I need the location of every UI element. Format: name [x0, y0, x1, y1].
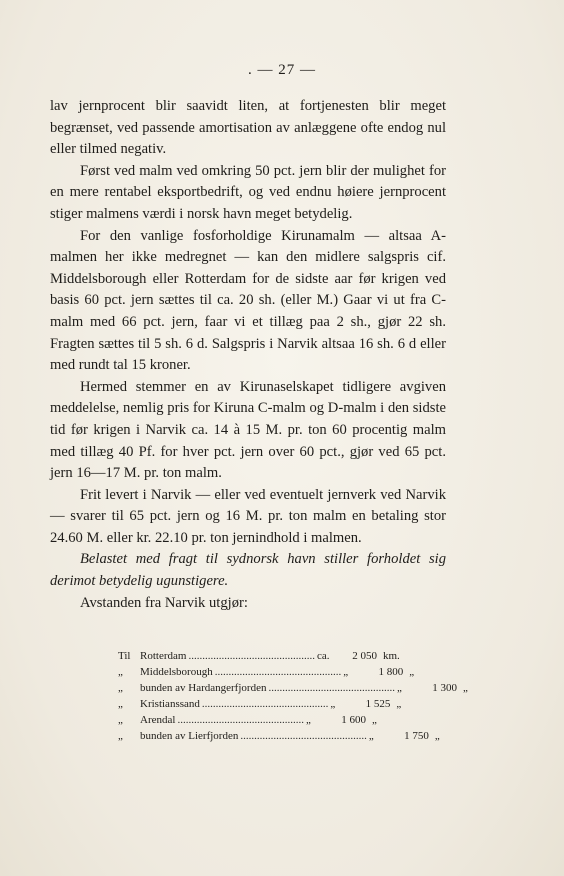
leader-dots: ..............................................	[177, 714, 304, 726]
row-prefix: „	[118, 730, 123, 742]
row-prefix: „	[118, 682, 123, 694]
distance-unit: „	[462, 682, 468, 694]
destination: bunden av Lierfjorden	[140, 730, 239, 742]
paragraph: lav jernprocent blir saavidt liten, at fortjenesten blir meget begrænset, ved passende amortisation av anlæggene ofte endog nul eller tilmed negativ.	[50, 98, 446, 158]
approx-mark: „	[330, 698, 336, 710]
row-prefix: „	[118, 698, 123, 710]
distance-row	[118, 680, 468, 696]
approx-mark: „	[396, 682, 402, 694]
page-number: . — 27 —	[248, 62, 316, 78]
approx-mark: „	[305, 714, 311, 726]
italic-paragraph: Belastet med fragt til sydnorsk havn stiller forholdet sig derimot betydelig ugunstigere.	[50, 551, 446, 590]
paragraph: Avstanden fra Narvik utgjør:	[80, 594, 248, 611]
paragraph: Hermed stemmer en av Kirunaselskapet tidligere avgiven meddelelse, nemlig pris for Kiruna C-malm og D-malm i den sidste tid før krigen i Narvik ca. 14 à 15 M. pr. ton 60 procentig malm med tillæg 40 Pf. for hver pct. jern over 60 pct., gjør ved 65 pct. jern 16—17 M. pr. ton malm.	[50, 378, 446, 482]
approx-mark: ca.	[316, 650, 330, 662]
destination: bunden av Hardangerfjorden	[140, 682, 267, 694]
destination: Middelsborough	[140, 666, 213, 678]
distance-unit: „	[371, 714, 377, 726]
row-prefix: „	[118, 666, 123, 678]
distance-value: 1 600	[341, 714, 366, 726]
distance-table	[118, 648, 468, 744]
paragraph: Frit levert i Narvik — eller ved eventuelt jernverk ved Narvik — svarer til 65 pct. jern og 16 M. pr. ton malm en betaling stor 24.60 M. eller kr. 22.10 pr. ton jernindhold i malmen.	[50, 486, 446, 546]
destination: Arendal	[140, 714, 176, 726]
leader-dots: ..............................................	[188, 650, 315, 662]
distance-value: 1 300	[432, 682, 457, 694]
distance-value: 1 525	[365, 698, 391, 710]
paragraph: Først ved malm ved omkring 50 pct. jern blir der mulighet for en mere rentabel eksportbedrift, og ved endnu høiere jernprocent stiger malmens værdi i norsk havn meget betydelig.	[50, 162, 446, 222]
destination: Kristianssand	[140, 698, 200, 710]
leader-dots: ..............................................	[240, 730, 367, 742]
distance-row	[118, 712, 388, 728]
approx-mark: „	[343, 666, 349, 678]
body-text	[50, 96, 446, 614]
distance-unit: km.	[382, 650, 400, 662]
distance-unit: „	[434, 730, 440, 742]
row-prefix: „	[118, 714, 123, 726]
distance-row	[118, 728, 440, 744]
distance-row	[118, 664, 415, 680]
row-prefix: Til	[118, 650, 131, 662]
paragraph: For den vanlige fosforholdige Kirunamalm — altsaa A-malmen her ikke medregnet — kan den midlere salgspris cif. Middelsborough eller Rotterdam for de sidste aar før krigen ved basis 60 pct. jern sættes til ca. 20 sh. (eller M.) Gaar vi ut fra C-malm med 66 pct. jern, faar vi et tillæg paa 2 sh., gjør 22 sh. Fragten sættes til 5 sh. 6 d. Salgspris i Narvik altsaa 16 sh. 6 d eller med rundt tal 15 kroner.	[50, 227, 446, 374]
leader-dots: ..............................................	[268, 682, 395, 694]
distance-value: 2 050	[352, 650, 377, 662]
destination: Rotterdam	[140, 650, 187, 662]
leader-dots: ..............................................	[214, 666, 342, 678]
distance-row	[118, 696, 402, 712]
distance-value: 1 800	[378, 666, 404, 678]
leader-dots: ..............................................	[201, 698, 329, 710]
distance-value: 1 750	[404, 730, 429, 742]
distance-unit: „	[409, 666, 415, 678]
distance-row	[118, 648, 400, 664]
approx-mark: „	[368, 730, 374, 742]
distance-unit: „	[396, 698, 402, 710]
